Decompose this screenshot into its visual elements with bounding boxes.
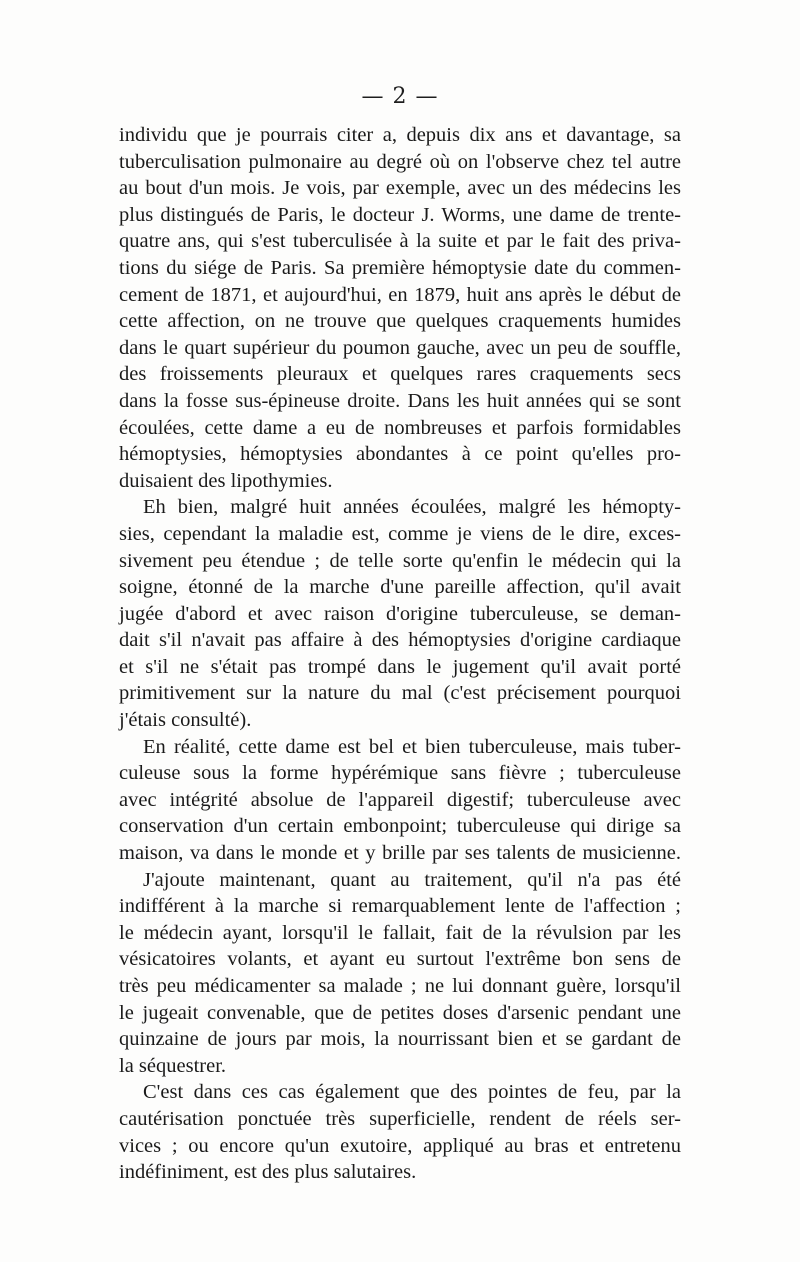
text-line: Eh bien, malgré huit années écoulées, malgré les hémopty- bbox=[143, 496, 681, 519]
text-line: maison, va dans le monde et y brille par ses talents de musicienne. bbox=[119, 842, 681, 865]
text-line: indifférent à la marche si remarquablement lente de l'affection ; bbox=[119, 895, 681, 918]
text-line: jugée d'abord et avec raison d'origine tuberculeuse, se deman- bbox=[119, 602, 681, 625]
text-line: sies, cependant la maladie est, comme je viens de le dire, exces- bbox=[119, 522, 681, 545]
text-line: C'est dans ces cas également que des pointes de feu, par la bbox=[143, 1081, 681, 1104]
text-line: vices ; ou encore qu'un exutoire, appliqué au bras et entretenu bbox=[119, 1134, 681, 1157]
text-line: hémoptysies, hémoptysies abondantes à ce point qu'elles pro- bbox=[119, 443, 681, 466]
text-line: individu que je pourrais citer a, depuis dix ans et davantage, sa bbox=[119, 124, 681, 146]
text-line: primitivement sur la nature du mal (c'est précisement pourquoi bbox=[119, 682, 681, 705]
text-line: et s'il ne s'était pas trompé dans le jugement qu'il avait porté bbox=[119, 655, 681, 678]
text-line: indéfiniment, est des plus salutaires. bbox=[119, 1161, 417, 1184]
text-line: dans la fosse sus-épineuse droite. Dans les huit années qui se sont bbox=[119, 389, 681, 412]
text-line: quatre ans, qui s'est tuberculisée à la suite et par le fait des priva- bbox=[119, 230, 681, 253]
text-line: En réalité, cette dame est bel et bien tuberculeuse, mais tuber- bbox=[143, 735, 681, 758]
text-line: J'ajoute maintenant, quant au traitement, qu'il n'a pas été bbox=[143, 868, 681, 891]
text-line: très peu médicamenter sa malade ; ne lui donnant guère, lorsqu'il bbox=[119, 975, 681, 997]
text-line: tuberculisation pulmonaire au degré où on l'observe chez tel autre bbox=[119, 150, 681, 173]
text-line: sivement peu étendue ; de telle sorte qu'enfin le médecin qui la bbox=[119, 549, 681, 572]
text-line: la séquestrer. bbox=[119, 1054, 227, 1077]
page-number: — 2 — bbox=[361, 84, 439, 109]
text-line: conservation d'un certain embonpoint; tuberculeuse qui dirige sa bbox=[119, 815, 681, 838]
text-line: dait s'il n'avait pas affaire à des hémoptysies d'origine cardiaque bbox=[119, 629, 681, 652]
text-line: cement de 1871, et aujourd'hui, en 1879, huit ans après le début de bbox=[119, 283, 681, 306]
text-line: dans le quart supérieur du poumon gauche, avec un peu de souffle, bbox=[119, 336, 681, 359]
text-line: culeuse sous la forme hypérémique sans fièvre ; tuberculeuse bbox=[119, 762, 681, 785]
text-line: vésicatoires volants, et ayant eu surtout l'extrême bon sens de bbox=[119, 948, 681, 971]
text-line: tions du siége de Paris. Sa première hémoptysie date du commen- bbox=[119, 256, 681, 279]
text-line: duisaient des lipothymies. bbox=[119, 469, 333, 492]
text-line: le médecin ayant, lorsqu'il le fallait, fait de la révulsion par les bbox=[119, 921, 681, 944]
body-text bbox=[119, 122, 681, 1186]
text-line: des froissements pleuraux et quelques rares craquements secs bbox=[119, 363, 681, 386]
text-line: j'étais consulté). bbox=[119, 709, 252, 732]
text-line: soigne, étonné de la marche d'une pareille affection, qu'il avait bbox=[119, 576, 681, 599]
text-line: avec intégrité absolue de l'appareil digestif; tuberculeuse avec bbox=[119, 788, 681, 811]
text-line: écoulées, cette dame a eu de nombreuses et parfois formidables bbox=[119, 416, 681, 439]
text-line: plus distingués de Paris, le docteur J. Worms, une dame de trente- bbox=[119, 203, 681, 226]
text-line: au bout d'un mois. Je vois, par exemple, avec un des médecins les bbox=[119, 177, 681, 200]
text-line: quinzaine de jours par mois, la nourrissant bien et se gardant de bbox=[119, 1028, 681, 1051]
text-line: cautérisation ponctuée très superficielle, rendent de réels ser- bbox=[119, 1107, 681, 1130]
text-line: le jugeait convenable, que de petites doses d'arsenic pendant une bbox=[119, 1001, 681, 1024]
text-line: cette affection, on ne trouve que quelques craquements humides bbox=[119, 310, 681, 333]
